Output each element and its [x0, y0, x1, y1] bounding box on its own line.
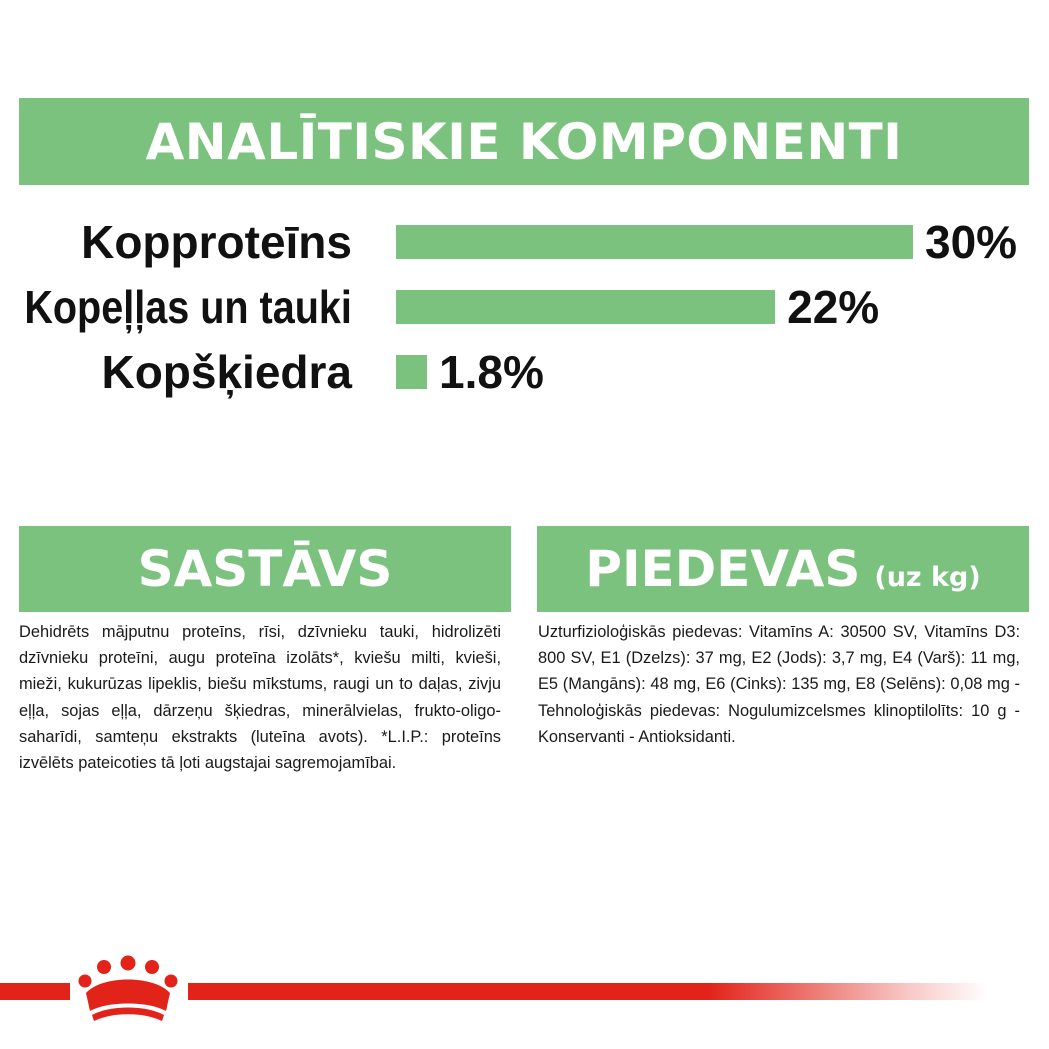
composition-title: SASTĀVS [137, 540, 393, 598]
chart-label-fibre: Kopšķiedra [101, 346, 352, 398]
royal-canin-crown-icon [72, 953, 184, 1025]
chart-bar-fibre [396, 355, 427, 389]
chart-label-protein: Kopproteīns [81, 216, 352, 268]
composition-banner [19, 526, 511, 612]
chart-value-fat: 22% [787, 281, 880, 333]
additives-unit: (uz kg) [874, 561, 981, 593]
chart-value-fibre: 1.8% [439, 346, 544, 398]
analytics-banner [19, 98, 1029, 185]
chart-row-fibre [0, 342, 1049, 402]
footer-brand-line-left [0, 983, 70, 1000]
chart-bar-fat [396, 290, 775, 324]
chart-row-fat [0, 277, 1049, 337]
analytics-bar-chart [0, 212, 1049, 402]
additives-text: Uzturfizioloģiskās piedevas: Vitamīns A: 30500 SV, Vitamīns D3: 800 SV, E1 (Dzelzs): 37 mg, E2 (Jods): 3,7 mg, E4 (Varš): 11 mg, E5 (Mangāns): 48 mg, E6 (Cinks): 135 mg, E8 (Selēns): 0,08 mg - Tehnoloģiskās piedevas: Nogulumizcelsmes klinoptilolīts: 10 g - Konservanti - Antioksidanti. [538, 623, 1020, 746]
chart-label-fat: Kopeļļas un tauki [24, 281, 352, 333]
composition-text: Dehidrēts mājputnu proteīns, rīsi, dzīvnieku tauki, hidrolizēti dzīvnieku proteīni, augu proteīna izolāts*, kviešu milti, kvieši, mieži, kukurūzas lipeklis, biešu mīkstums, raugi un to daļas, zivju eļļa, sojas eļļa, dārzeņu šķiedras, minerālvielas, frukto-oligo-saharīdi, samteņu ekstrakts (luteīna avots). *L.I.P.: proteīns izvēlēts pateicoties tā ļoti augstajai sagremojamībai. [19, 623, 501, 773]
chart-row-protein [0, 212, 1049, 272]
analytics-title: ANALĪTISKIE KOMPONENTI [145, 112, 903, 171]
footer-brand-line-right [188, 983, 988, 1000]
chart-bar-protein [396, 225, 913, 259]
additives-banner [537, 526, 1029, 612]
chart-value-protein: 30% [925, 216, 1018, 268]
additives-title: PIEDEVAS [585, 540, 861, 598]
